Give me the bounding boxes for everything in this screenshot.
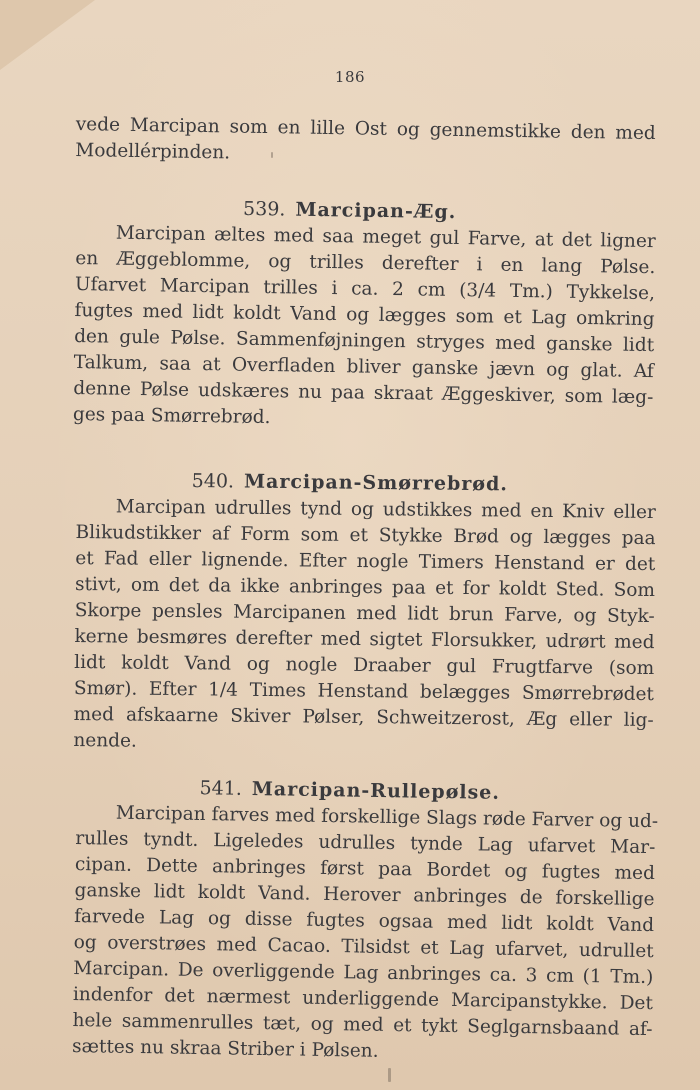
text-line: Talkum, saa at Overfladen bliver ganske jævn og glat. Af xyxy=(73,351,654,383)
recipe-title: Marcipan-Rullepølse. xyxy=(251,777,501,804)
text-line: Marcipan. De overliggende Lag anbringes ca. 3 cm (1 Tm.) xyxy=(73,957,654,989)
text-line: ges paa Smørrebrød. xyxy=(72,403,271,429)
text-line: ganske lidt koldt Vand. Herover anbringes de forskellige xyxy=(74,879,655,911)
text-line: cipan. Dette anbringes først paa Bordet og fugtes med xyxy=(74,853,656,885)
recipe-number: 541. xyxy=(199,777,243,800)
text-line: nende. xyxy=(73,729,137,752)
text-line: Marcipan æltes med saa meget gul Farve, at det ligner xyxy=(115,222,656,253)
text-line: Blikudstikker af Form som et Stykke Brød og lægges paa xyxy=(75,521,656,550)
text-line: den gule Pølse. Sammenføjningen stryges med ganske lidt xyxy=(74,325,655,357)
text-line: Marcipan udrulles tynd og udstikkes med en Kniv eller xyxy=(115,496,656,524)
text-line: denne Pølse udskæres nu paa skraat Æggeskiver, som læg- xyxy=(73,377,654,409)
text-line: en Æggeblomme, og trilles derefter i en lang Pølse. xyxy=(75,247,656,279)
text-line: sættes nu skraa Striber i Pølsen. xyxy=(71,1035,379,1062)
text-line: indenfor det nærmest underliggende Marcipanstykke. Det xyxy=(72,983,654,1015)
paper-mark xyxy=(388,1068,391,1082)
text-line: og overstrøes med Cacao. Tilsidst et Lag ufarvet, udrullet xyxy=(73,931,654,963)
recipe-number: 539. xyxy=(242,197,286,221)
text-line: med afskaarne Skiver Pølser, Schweitzerost, Æg eller lig- xyxy=(73,703,654,732)
text-line: Skorpe pensles Marcipanen med lidt brun Farve, og Styk- xyxy=(74,599,655,628)
text-line: Modellérpinden. xyxy=(75,139,231,164)
text-line: et Fad eller lignende. Efter nogle Timers Henstand er det xyxy=(75,547,656,576)
text-line: stivt, om det da ikke anbringes paa et for koldt Sted. Som xyxy=(74,573,656,602)
text-line: Marcipan farves med forskellige Slags røde Farver og ud- xyxy=(115,802,659,833)
text-line: Ufarvet Marcipan trilles i ca. 2 cm (3/4 Tm.) Tykkelse, xyxy=(74,273,656,305)
recipe-title: Marcipan-Æg. xyxy=(295,198,457,224)
text-line: kerne besmøres derefter med sigtet Florsukker, udrørt med xyxy=(74,625,655,654)
recipe-paragraph-539 xyxy=(73,220,656,437)
text-line: rulles tyndt. Ligeledes udrulles tynde Lag ufarvet Mar- xyxy=(75,827,656,859)
text-line: fugtes med lidt koldt Vand og lægges som et Lag omkring xyxy=(74,299,655,331)
text-line: vede Marcipan som en lille Ost og gennemstikke den med xyxy=(75,113,656,145)
page-corner-fold xyxy=(0,0,95,70)
text-line: hele sammenrulles tæt, og med et tykt Seglgarnsbaand af- xyxy=(72,1009,653,1041)
text-line: lidt koldt Vand og nogle Draaber gul Frugtfarve (som xyxy=(74,651,655,680)
recipe-title: Marcipan-Smørrebrød. xyxy=(243,470,509,496)
recipe-number: 540. xyxy=(191,470,235,493)
text-line: Smør). Efter 1/4 Times Henstand belægges Smørrebrødet xyxy=(73,677,655,706)
page-number: 186 xyxy=(334,68,366,86)
text-line: farvede Lag og disse fugtes ogsaa med lidt koldt Vand xyxy=(74,905,655,937)
intro-paragraph xyxy=(75,112,656,173)
recipe-paragraph-540 xyxy=(73,494,656,760)
paper-mark xyxy=(271,152,273,158)
recipe-paragraph-541 xyxy=(71,800,659,1069)
